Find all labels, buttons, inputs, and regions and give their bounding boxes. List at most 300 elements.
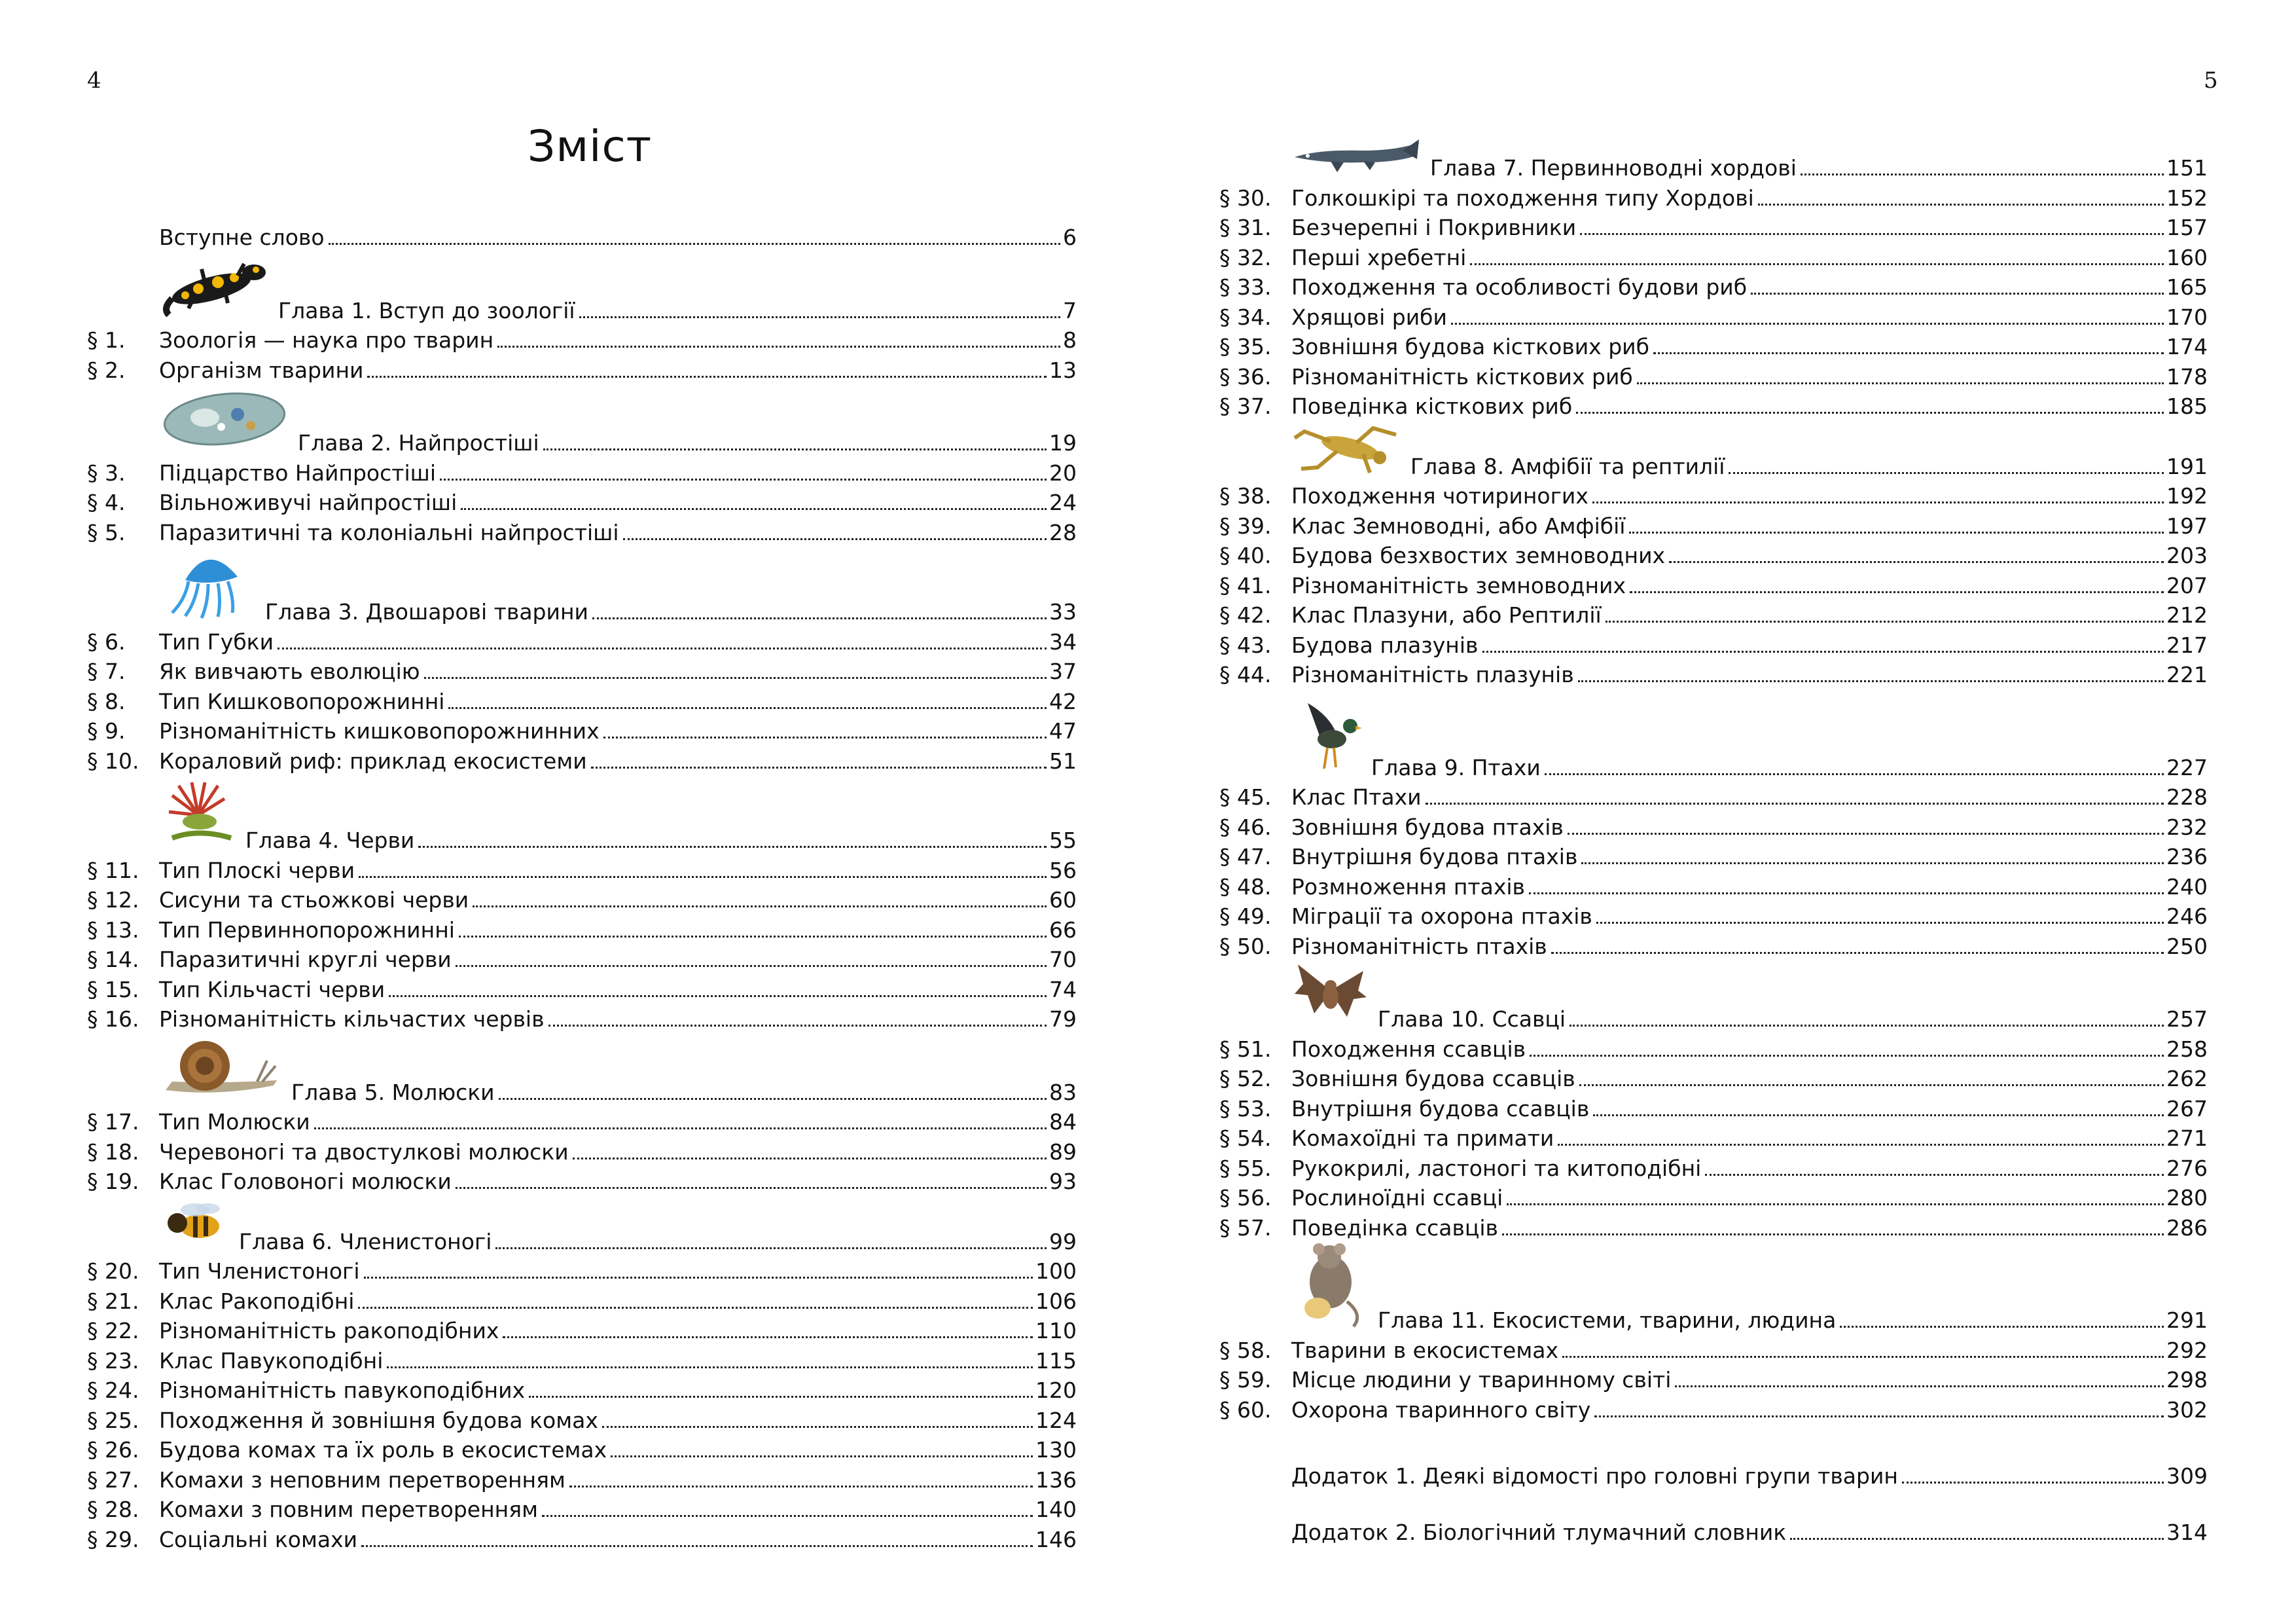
entry-page: 160 <box>2166 244 2208 270</box>
chapter-entry[interactable] <box>298 428 1077 458</box>
entry-title: Глава 2. Найпростіші <box>298 430 539 456</box>
section-number: § 10. <box>87 748 139 774</box>
chapter-heading <box>87 776 1077 856</box>
dot-leader <box>1551 952 2164 954</box>
dot-leader <box>1637 382 2164 384</box>
entry-page: 240 <box>2166 873 2208 900</box>
section-entry[interactable] <box>87 1286 1077 1317</box>
bee-icon <box>159 1197 231 1257</box>
section-number: § 4. <box>87 490 126 515</box>
dot-leader <box>473 905 1047 907</box>
entry-page: 291 <box>2166 1307 2208 1333</box>
entry-page: 120 <box>1035 1377 1077 1403</box>
chapter-entry[interactable] <box>1430 153 2208 183</box>
entry-page: 314 <box>2166 1519 2208 1545</box>
entry-title: Будова плазунів <box>1291 632 1479 658</box>
dot-leader <box>1568 833 2164 835</box>
entry-title: Паразитичні круглі черви <box>159 947 452 972</box>
dot-leader <box>1426 803 2164 805</box>
entry-title: Зовнішня будова птахів <box>1291 814 1564 840</box>
entry-title: Клас Ракоподібні <box>159 1288 355 1314</box>
entry-title: Різноманітність плазунів <box>1291 662 1574 687</box>
entry-page: 93 <box>1049 1169 1077 1194</box>
section-entry[interactable] <box>87 915 1077 945</box>
entry-page: 42 <box>1049 688 1077 714</box>
entry-title: Тип Кишковопорожнинні <box>159 688 445 714</box>
section-number: § 55. <box>1219 1155 1272 1181</box>
intro-page: 6 <box>1063 225 1077 250</box>
section-entry[interactable] <box>1219 541 2208 571</box>
chapter-heading <box>1219 690 2208 783</box>
dot-leader <box>361 1545 1033 1547</box>
section-entry[interactable] <box>1219 481 2208 511</box>
section-entry[interactable] <box>87 1256 1077 1286</box>
section-number: § 43. <box>1219 632 1272 658</box>
section-entry[interactable] <box>1219 600 2208 630</box>
section-number: § 22. <box>87 1318 139 1343</box>
entry-title: Тип Плоскі черви <box>159 857 355 883</box>
section-entry[interactable] <box>1219 1183 2208 1213</box>
entry-title: Походження й зовнішня будова комах <box>159 1407 598 1433</box>
dot-leader <box>1629 532 2164 534</box>
dot-leader <box>456 965 1047 967</box>
section-number: § 19. <box>87 1169 139 1194</box>
entry-title: Глава 7. Первинноводні хордові <box>1430 155 1797 181</box>
entry-title: Клас Земноводні, або Амфібії <box>1291 513 1626 539</box>
section-entry[interactable] <box>87 1137 1077 1167</box>
dot-leader <box>387 1366 1033 1368</box>
section-number: § 59. <box>1219 1367 1272 1393</box>
entry-title: Зовнішня будова ссавців <box>1291 1066 1575 1091</box>
dot-leader <box>1578 680 2164 682</box>
section-number: § 18. <box>87 1139 139 1165</box>
entry-page: 203 <box>2166 543 2208 568</box>
section-number: § 28. <box>87 1497 139 1522</box>
section-entry[interactable] <box>1219 1154 2208 1184</box>
section-entry[interactable] <box>1219 812 2208 843</box>
dot-leader <box>1580 233 2164 235</box>
section-entry[interactable] <box>1219 1034 2208 1065</box>
section-number: § 5. <box>87 519 126 545</box>
section-entry[interactable] <box>1219 1123 2208 1154</box>
dot-leader <box>1570 1025 2164 1027</box>
section-number: § 51. <box>1219 1036 1272 1062</box>
section-number: § 39. <box>1219 513 1272 539</box>
entry-title: Глава 4. Черви <box>245 828 415 853</box>
chapter-entry[interactable] <box>278 296 1077 326</box>
entry-page: 100 <box>1035 1258 1077 1284</box>
chapter-heading <box>87 385 1077 458</box>
entry-page: 246 <box>2166 903 2208 929</box>
entry-page: 221 <box>2166 662 2208 687</box>
dot-leader <box>367 376 1047 378</box>
section-number: § 50. <box>1219 933 1272 959</box>
entry-title: Кораловий риф: приклад екосистеми <box>159 748 587 774</box>
entry-page: 8 <box>1063 327 1077 353</box>
section-number: § 27. <box>87 1467 139 1493</box>
entry-title: Сисуни та стьожкові черви <box>159 887 469 913</box>
entry-page: 28 <box>1049 519 1077 545</box>
entry-title: Перші хребетні <box>1291 244 1467 270</box>
dot-leader <box>1669 561 2164 563</box>
entry-page: 55 <box>1049 828 1077 853</box>
section-entry[interactable] <box>87 1376 1077 1406</box>
dot-leader <box>1581 862 2164 864</box>
section-number: § 29. <box>87 1526 139 1552</box>
entry-page: 140 <box>1035 1497 1077 1522</box>
entry-page: 136 <box>1035 1467 1077 1493</box>
chapter-entry[interactable] <box>239 1227 1077 1257</box>
entry-page: 258 <box>2166 1036 2208 1062</box>
section-number: § 1. <box>87 327 126 353</box>
section-number: § 15. <box>87 976 139 1002</box>
entry-page: 178 <box>2166 363 2208 390</box>
paramecium-icon <box>159 385 290 458</box>
entry-title: Тип Губки <box>159 629 274 655</box>
entry-page: 280 <box>2166 1185 2208 1211</box>
worm-icon <box>159 776 238 856</box>
section-entry[interactable] <box>87 1406 1077 1436</box>
frog-icon <box>1291 422 1403 482</box>
section-entry[interactable] <box>87 657 1077 687</box>
section-entry[interactable] <box>1219 511 2208 541</box>
dot-leader <box>623 538 1047 540</box>
dot-leader <box>1705 1174 2164 1176</box>
section-entry[interactable] <box>87 1525 1077 1555</box>
section-number: § 17. <box>87 1109 139 1135</box>
section-entry[interactable] <box>1219 1365 2208 1395</box>
entry-title: Глава 8. Амфібії та рептилії <box>1410 453 1725 479</box>
entry-title: Зоологія — наука про тварин <box>159 327 494 353</box>
section-number: § 44. <box>1219 662 1272 687</box>
section-entry[interactable] <box>87 1495 1077 1525</box>
dot-leader <box>456 1187 1047 1189</box>
section-number: § 58. <box>1219 1337 1272 1363</box>
section-entry[interactable] <box>87 1346 1077 1376</box>
section-entry[interactable] <box>87 1465 1077 1495</box>
entry-page: 7 <box>1063 297 1077 323</box>
entry-title: Різноманітність кишковопорожнинних <box>159 718 600 744</box>
duck-icon <box>1291 690 1363 783</box>
section-entry[interactable] <box>1219 1064 2208 1094</box>
entry-title: Рослиноїдні ссавці <box>1291 1185 1503 1211</box>
section-number: § 38. <box>1219 483 1272 509</box>
section-entry[interactable] <box>87 458 1077 488</box>
entry-page: 250 <box>2166 933 2208 959</box>
section-number: § 13. <box>87 917 139 943</box>
dot-leader <box>1507 1203 2164 1205</box>
section-entry[interactable] <box>1219 362 2208 392</box>
dot-leader <box>358 1307 1033 1309</box>
section-number: § 23. <box>87 1347 139 1374</box>
chapter-heading <box>1219 1243 2208 1336</box>
entry-title: Внутрішня будова птахів <box>1291 844 1578 869</box>
entry-title: Хрящові риби <box>1291 304 1447 330</box>
section-entry[interactable] <box>1219 1336 2208 1366</box>
section-number: § 3. <box>87 460 126 486</box>
dot-leader <box>1605 621 2164 623</box>
entry-page: 51 <box>1049 748 1077 774</box>
mouse-icon <box>1291 1243 1370 1336</box>
entry-title: Голкошкірі та походження типу Хордові <box>1291 185 1754 211</box>
section-number: § 25. <box>87 1407 139 1433</box>
entry-page: 236 <box>2166 844 2208 869</box>
section-number: § 9. <box>87 718 126 744</box>
section-entry[interactable] <box>87 856 1077 886</box>
entry-title: Вільноживучі найпростіші <box>159 490 457 515</box>
dot-leader <box>1482 651 2164 653</box>
dot-leader <box>579 316 1060 318</box>
entry-page: 207 <box>2166 572 2208 598</box>
intro-entry[interactable] <box>87 223 1077 253</box>
entry-page: 298 <box>2166 1367 2208 1393</box>
chapter-heading <box>87 547 1077 627</box>
section-entry[interactable] <box>1219 213 2208 243</box>
section-number: § 41. <box>1219 572 1272 598</box>
entry-title: Комахи з неповним перетворенням <box>159 1467 565 1493</box>
dot-leader <box>1840 1326 2164 1328</box>
dot-leader <box>592 617 1047 619</box>
dot-leader <box>448 707 1047 709</box>
section-entry[interactable] <box>1219 630 2208 661</box>
section-entry[interactable] <box>1219 272 2208 302</box>
chapter-heading <box>1219 422 2208 482</box>
section-entry[interactable] <box>87 716 1077 746</box>
section-entry[interactable] <box>1219 571 2208 601</box>
entry-title: Рукокрилі, ластоногі та китоподібні <box>1291 1155 1702 1181</box>
section-number: § 24. <box>87 1377 139 1403</box>
section-entry[interactable] <box>87 746 1077 776</box>
entry-page: 84 <box>1049 1109 1077 1135</box>
section-number: § 6. <box>87 629 126 655</box>
section-entry[interactable] <box>1219 842 2208 872</box>
dot-leader <box>1451 323 2164 325</box>
snail-icon <box>159 1034 283 1108</box>
entry-page: 227 <box>2166 754 2208 780</box>
entry-title: Як вивчають еволюцію <box>159 659 420 684</box>
entry-page: 83 <box>1049 1079 1077 1105</box>
section-number: § 2. <box>87 357 126 383</box>
section-entry[interactable] <box>87 488 1077 518</box>
section-entry[interactable] <box>87 975 1077 1005</box>
dot-leader <box>1545 773 2164 775</box>
section-entry[interactable] <box>87 1167 1077 1197</box>
chapter-entry[interactable] <box>1378 1004 2208 1034</box>
dot-leader <box>1751 293 2164 295</box>
entry-title: Глава 11. Екосистеми, тварини, людина <box>1378 1307 1837 1333</box>
chapter-heading <box>1219 961 2208 1034</box>
appendix-entry[interactable] <box>1291 1518 2208 1548</box>
chapter-entry[interactable] <box>245 826 1077 856</box>
entry-page: 20 <box>1049 460 1077 486</box>
dot-leader <box>1579 1084 2164 1086</box>
section-entry[interactable] <box>1219 782 2208 812</box>
section-number: § 47. <box>1219 844 1272 869</box>
entry-title: Походження ссавців <box>1291 1036 1526 1062</box>
entry-title: Різноманітність кільчастих червів <box>159 1006 545 1032</box>
appendices <box>1291 1461 2208 1547</box>
entry-page: 24 <box>1049 490 1077 515</box>
section-entry[interactable] <box>87 325 1077 356</box>
dot-leader <box>1530 1055 2164 1057</box>
dot-leader <box>1675 1385 2164 1387</box>
entry-title: Підцарство Найпростіші <box>159 460 437 486</box>
chapter-entry[interactable] <box>1371 753 2208 783</box>
entry-page: 192 <box>2166 483 2208 509</box>
dot-leader <box>1902 1482 2164 1484</box>
section-entry[interactable] <box>1219 183 2208 213</box>
dot-leader <box>1594 1415 2164 1417</box>
section-entry[interactable] <box>1219 1395 2208 1425</box>
dot-leader <box>1758 204 2164 206</box>
section-number: § 60. <box>1219 1396 1272 1423</box>
chapter-entry[interactable] <box>265 597 1077 627</box>
dot-leader <box>495 1247 1047 1249</box>
section-number: § 52. <box>1219 1066 1272 1091</box>
section-entry[interactable] <box>1219 392 2208 422</box>
section-number: § 16. <box>87 1006 139 1032</box>
section-entry[interactable] <box>87 1004 1077 1034</box>
entry-title: Походження чотириногих <box>1291 483 1588 509</box>
entry-page: 262 <box>2166 1066 2208 1091</box>
entry-page: 13 <box>1049 357 1077 383</box>
entry-page: 33 <box>1049 599 1077 625</box>
entry-page: 271 <box>2166 1125 2208 1151</box>
dot-leader <box>1562 1356 2164 1358</box>
entry-title: Тип Кільчасті черви <box>159 976 386 1002</box>
entry-title: Будова безхвостих земноводних <box>1291 543 1666 568</box>
chapter-heading <box>87 1034 1077 1108</box>
section-entry[interactable] <box>1219 332 2208 362</box>
appendix-entry[interactable] <box>1291 1461 2208 1491</box>
dot-leader <box>418 846 1047 848</box>
section-entry[interactable] <box>1219 872 2208 902</box>
section-entry[interactable] <box>87 518 1077 548</box>
section-entry[interactable] <box>87 1316 1077 1346</box>
section-entry[interactable] <box>87 945 1077 975</box>
entry-title: Додаток 1. Деякі відомості про головні групи тварин <box>1291 1463 1898 1489</box>
section-number: § 57. <box>1219 1214 1272 1241</box>
entry-page: 170 <box>2166 304 2208 330</box>
entry-title: Глава 6. Членистоногі <box>239 1228 492 1254</box>
entry-page: 217 <box>2166 632 2208 658</box>
section-entry[interactable] <box>1219 1094 2208 1124</box>
section-entry[interactable] <box>87 627 1077 657</box>
dot-leader <box>542 1515 1033 1517</box>
dot-leader <box>440 479 1047 481</box>
section-entry[interactable] <box>1219 932 2208 962</box>
dot-leader <box>503 1336 1033 1338</box>
entry-title: Різноманітність ракоподібних <box>159 1318 499 1343</box>
chapter-entry[interactable] <box>291 1078 1077 1108</box>
section-entry[interactable] <box>87 1107 1077 1137</box>
dot-leader <box>573 1158 1047 1159</box>
dot-leader <box>1790 1538 2164 1540</box>
entry-page: 99 <box>1049 1228 1077 1254</box>
entry-page: 47 <box>1049 718 1077 744</box>
section-number: § 48. <box>1219 873 1272 900</box>
section-entry[interactable] <box>87 1435 1077 1465</box>
entry-title: Глава 1. Вступ до зоології <box>278 297 575 323</box>
entry-title: Міграції та охорона птахів <box>1291 903 1592 929</box>
chapter-entry[interactable] <box>1410 452 2208 482</box>
dot-leader <box>459 936 1047 938</box>
section-number: § 37. <box>1219 393 1272 419</box>
dot-leader <box>497 346 1060 348</box>
section-entry[interactable] <box>1219 1213 2208 1243</box>
dot-leader <box>364 1277 1033 1279</box>
section-entry[interactable] <box>87 356 1077 386</box>
bat-icon <box>1291 961 1370 1034</box>
entry-title: Черевоногі та двостулкові молюски <box>159 1139 569 1165</box>
entry-title: Охорона тваринного світу <box>1291 1396 1591 1423</box>
dot-leader <box>499 1098 1047 1100</box>
section-number: § 21. <box>87 1288 139 1314</box>
entry-title: Додаток 2. Біологічний тлумачний словник <box>1291 1519 1787 1545</box>
section-entry[interactable] <box>87 885 1077 915</box>
dot-leader <box>1502 1233 2164 1235</box>
section-number: § 49. <box>1219 903 1272 929</box>
entry-page: 79 <box>1049 1006 1077 1032</box>
entry-title: Різноманітність птахів <box>1291 933 1547 959</box>
section-entry[interactable] <box>1219 302 2208 333</box>
salamander-icon <box>159 253 270 326</box>
entry-page: 157 <box>2166 215 2208 240</box>
entry-page: 152 <box>2166 185 2208 211</box>
entry-title: Безчерепні і Покривники <box>1291 215 1577 240</box>
left-toc-column <box>87 223 1077 1554</box>
chapter-heading <box>87 253 1077 326</box>
section-number: § 31. <box>1219 215 1272 240</box>
dot-leader <box>1593 1114 2164 1116</box>
section-number: § 32. <box>1219 244 1272 270</box>
entry-page: 110 <box>1035 1318 1077 1343</box>
section-entry[interactable] <box>87 687 1077 717</box>
section-entry[interactable] <box>1219 902 2208 932</box>
section-number: § 35. <box>1219 334 1272 359</box>
entry-page: 66 <box>1049 917 1077 943</box>
section-number: § 40. <box>1219 543 1272 568</box>
entry-title: Глава 3. Двошарові тварини <box>265 599 588 625</box>
right-toc-column <box>1219 136 2208 1425</box>
section-number: § 30. <box>1219 185 1272 211</box>
chapter-heading <box>1219 136 2208 183</box>
page-title: Зміст <box>528 121 653 172</box>
entry-title: Будова комах та їх роль в екосистемах <box>159 1437 607 1463</box>
dot-leader <box>1592 501 2164 503</box>
entry-title: Поведінка кісткових риб <box>1291 393 1573 419</box>
section-entry[interactable] <box>1219 243 2208 273</box>
entry-title: Різноманітність земноводних <box>1291 572 1626 598</box>
entry-title: Зовнішня будова кісткових риб <box>1291 334 1649 359</box>
dot-leader <box>529 1396 1033 1398</box>
jellyfish-icon <box>159 547 257 627</box>
section-number: § 7. <box>87 659 126 684</box>
chapter-entry[interactable] <box>1378 1305 2208 1336</box>
section-number: § 54. <box>1219 1125 1272 1151</box>
section-entry[interactable] <box>1219 660 2208 690</box>
section-number: § 36. <box>1219 363 1272 390</box>
entry-title: Клас Плазуни, або Рептилії <box>1291 602 1602 628</box>
entry-page: 124 <box>1035 1407 1077 1433</box>
dot-leader <box>1529 892 2164 894</box>
entry-page: 276 <box>2166 1155 2208 1181</box>
entry-page: 191 <box>2166 453 2208 479</box>
dot-leader <box>603 737 1047 739</box>
entry-title: Комахоїдні та примати <box>1291 1125 1554 1151</box>
dot-leader <box>1729 472 2164 474</box>
section-number: § 12. <box>87 887 139 913</box>
